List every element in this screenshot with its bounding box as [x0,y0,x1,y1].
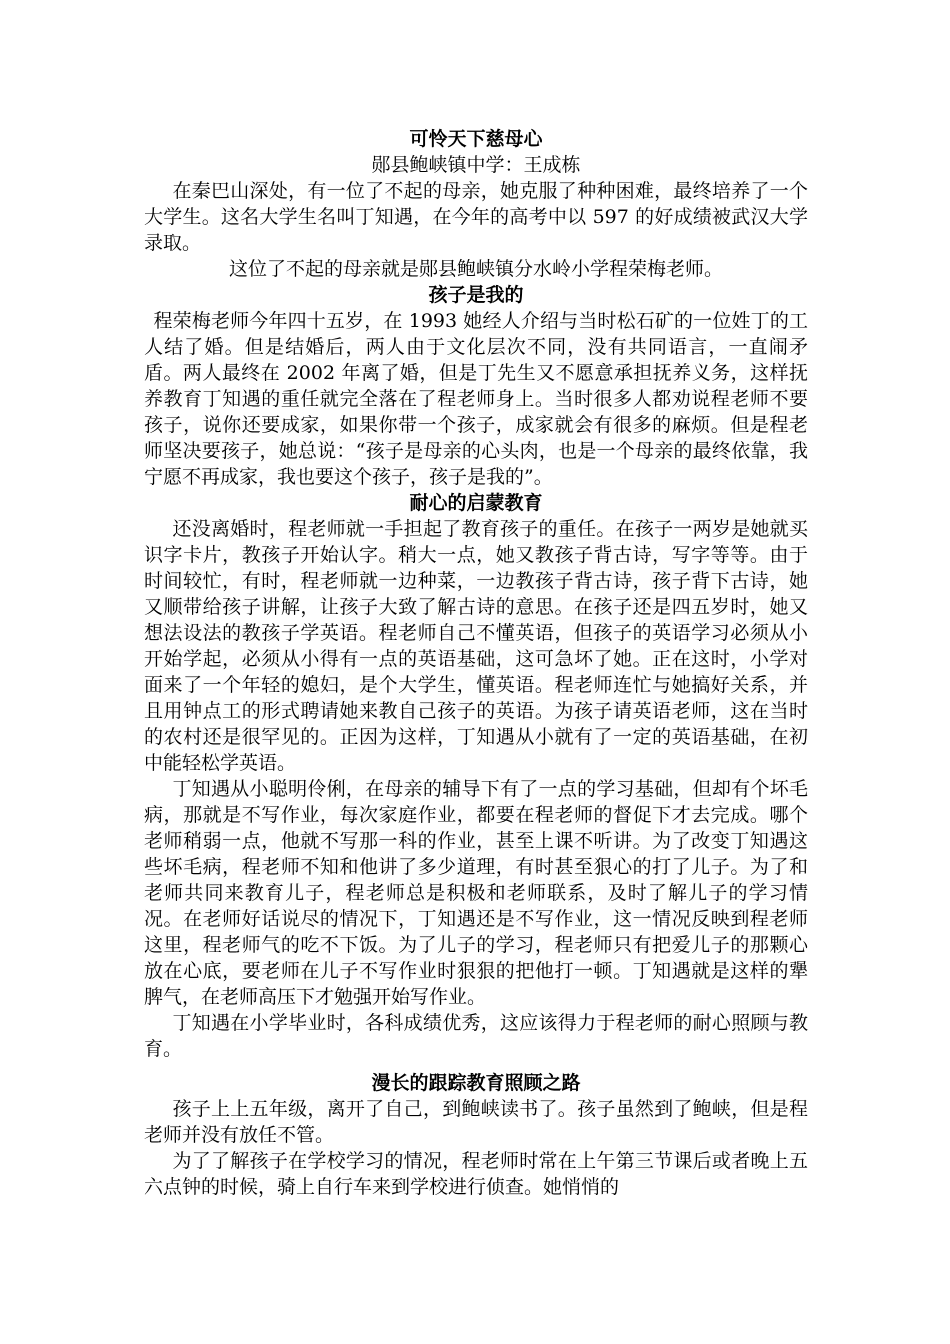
body-paragraph: 丁知遇在小学毕业时，各科成绩优秀，这应该得力于程老师的耐心照顾与教育。 [144,1012,808,1060]
intro-paragraph: 在秦巴山深处，有一位了不起的母亲，她克服了种种困难，最终培养了一个大学生。这名大学生名叫丁知遇，在今年的高考中以 597 的好成绩被武汉大学录取。 [144,180,808,254]
intro-paragraph: 这位了不起的母亲就是郧县鲍峡镇分水岭小学程荣梅老师。 [228,258,723,280]
body-paragraph: 为了了解孩子在学校学习的情况，程老师时常在上午第三节课后或者晚上五六点钟的时候，骑上自行车来到学校进行侦查。她悄悄的 [144,1150,808,1198]
document-title: 可怜天下慈母心 [409,128,543,150]
author-byline: 郧县鲍峡镇中学：王成栋 [371,154,581,176]
body-paragraph: 还没离婚时，程老师就一手担起了教育孩子的重任。在孩子一两岁是她就买识字卡片，教孩子开始认字。稍大一点，她又教孩子背古诗，写字等等。由于时间较忙，有时，程老师就一边种菜，一边教孩子背古诗，孩子背下古诗，她又顺带给孩子讲解，让孩子大致了解古诗的意思。在孩子还是四五岁时，她又想法设法的教孩子学英语。程老师自己不懂英语，但孩子的英语学习必须从小开始学起，必须从小得有一点的英语基础，这可急坏了她。正在这时，小学对面来了一个年轻的媳妇，是个大学生，懂英语。程老师连忙与她搞好关系，并且用钟点工的形式聘请她来教自己孩子的英语。为孩子请英语老师，这在当时的农村还是很罕见的。正因为这样，丁知遇从小就有了一定的英语基础，在初中能轻松学英语。 [144,518,808,774]
section-heading: 孩子是我的 [428,284,524,306]
body-paragraph: 丁知遇从小聪明伶俐，在母亲的辅导下有了一点的学习基础，但却有个坏毛病，那就是不写作业，每次家庭作业，都要在程老师的督促下才去完成。哪个老师稍弱一点，他就不写那一科的作业，甚至上课不听讲。为了改变丁知遇这些坏毛病，程老师不知和他讲了多少道理，有时甚至狠心的打了儿子。为了和老师共同来教育儿子，程老师总是积极和老师联系，及时了解儿子的学习情况。在老师好话说尽的情况下，丁知遇还是不写作业，这一情况反映到程老师这里，程老师气的吃不下饭。为了儿子的学习，程老师只有把爱儿子的那颗心放在心底，要老师在儿子不写作业时狠狠的把他打一顿。丁知遇就是这样的犟脾气，在老师高压下才勉强开始写作业。 [144,778,808,1008]
body-paragraph: 程荣梅老师今年四十五岁，在 1993 她经人介绍与当时松石矿的一位姓丁的工人结了婚。但是结婚后，两人由于文化层次不同，没有共同语言，一直闹矛盾。两人最终在 2002 年离了婚，但是丁先生又不愿意承担抚养义务，这样抚养教育丁知遇的重任就完全落在了程老师身上。当时很多人都劝说程老师不要孩子，说你还要成家，如果你带一个孩子，成家就会有很多的麻烦。但是程老师坚决要孩子，她总说：“孩子是母亲的心头肉，也是一个母亲的最终依靠，我宁愿不再成家，我也要这个孩子，孩子是我的”。 [144,310,808,488]
section-heading: 漫长的跟踪教育照顾之路 [371,1072,581,1094]
section-heading: 耐心的启蒙教育 [409,492,543,514]
body-paragraph: 孩子上上五年级，离开了自己，到鲍峡读书了。孩子虽然到了鲍峡，但是程老师并没有放任不管。 [144,1098,808,1146]
document-page [144,120,808,1200]
section-spacer [144,1062,808,1070]
